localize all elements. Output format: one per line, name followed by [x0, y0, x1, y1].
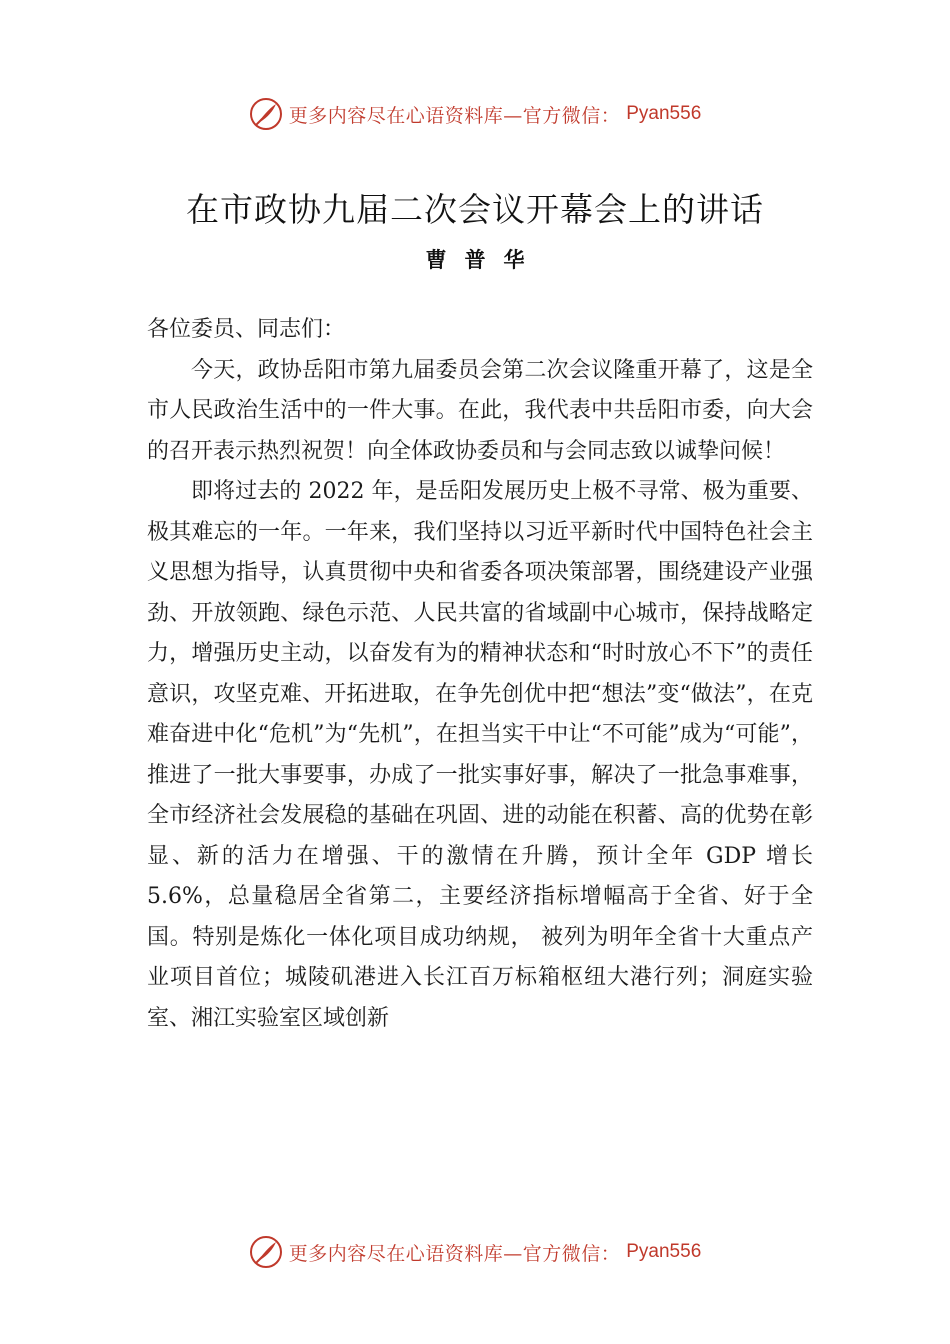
salutation: 各位委员、同志们：	[147, 317, 346, 342]
document-author: 曹普华	[425, 247, 543, 272]
watermark-footer	[0, 1232, 950, 1272]
quill-logo-icon	[249, 97, 283, 131]
watermark-wechat-id: Pyan556	[626, 103, 702, 124]
quill-logo-icon	[249, 1235, 283, 1269]
document-title: 在市政协九届二次会议开幕会上的讲话	[186, 190, 764, 229]
paragraph: 即将过去的 2022 年，是岳阳发展历史上极不寻常、极为重要、极其难忘的一年。一年来，我们坚持以习近平新时代中国特色社会主义思想为指导，认真贯彻中央和省委各项决策部署，围绕建设产业强劲、开放领跑、绿色示范、人民共富的省域副中心城市，保持战略定力，增强历史主动，以奋发有为的精神状态和“时时放心不下”的责任意识，攻坚克难、开拓进取，在争先创优中把“想法”变“做法”，在克难奋进中化“危机”为“先机”，在担当实干中让“不可能”成为“可能”，推进了一批大事要事，办成了一批实事好事，解决了一批急事难事，全市经济社会发展稳的基础在巩固、进的动能在积蓄、高的优势在彰显、新的活力在增强、干的激情在升腾，预计全年 GDP 增长 5.6%，总量稳居全省第二，主要经济指标增幅高于全省、好于全国。特别是炼化一体化项目成功纳规， 被列为明年全省十大重点产业项目首位；城陵矶港进入长江百万标箱枢纽大港行列；洞庭实验室、湘江实验室区域创新	[147, 479, 813, 1031]
paragraph: 今天，政协岳阳市第九届委员会第二次会议隆重开幕了，这是全市人民政治生活中的一件大事。在此，我代表中共岳阳市委，向大会的召开表示热烈祝贺！向全体政协委员和与会同志致以诚挚问候！	[147, 357, 813, 464]
watermark-wechat-id: Pyan556	[626, 1241, 702, 1262]
watermark-header	[0, 94, 950, 134]
watermark-text: 更多内容尽在心语资料库—官方微信：	[288, 1242, 621, 1265]
watermark-text: 更多内容尽在心语资料库—官方微信：	[288, 104, 621, 127]
document-body	[147, 310, 813, 1039]
